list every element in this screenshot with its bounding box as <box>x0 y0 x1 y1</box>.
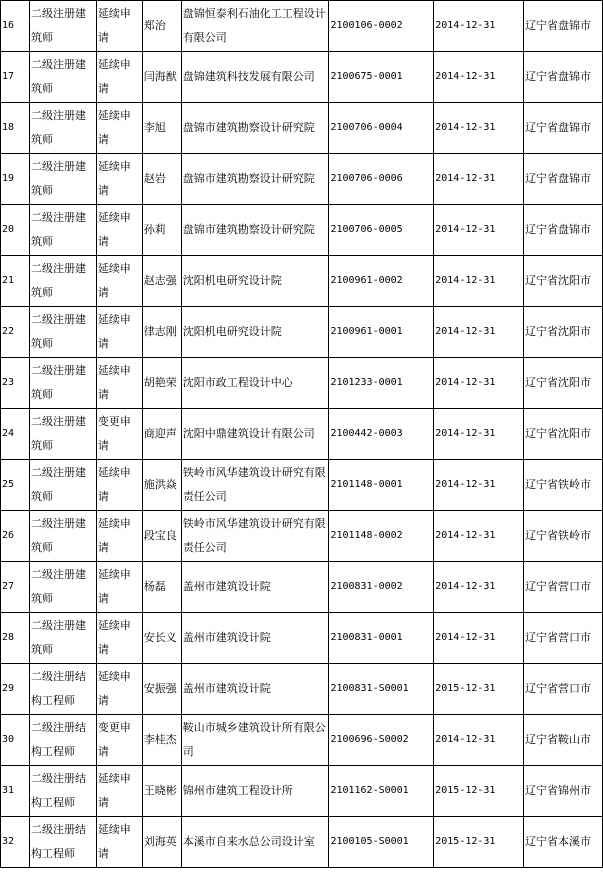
certificate-number-cell: 2100706-0004 <box>329 103 434 154</box>
registration-type-cell: 二级注册建筑师 <box>29 103 96 154</box>
expiry-date-cell: 2014-12-31 <box>434 205 524 256</box>
expiry-date-cell: 2014-12-31 <box>434 307 524 358</box>
table-row <box>1 460 603 511</box>
row-number-cell: 22 <box>1 307 30 358</box>
table-row <box>1 511 603 562</box>
expiry-date-cell: 2014-12-31 <box>434 256 524 307</box>
region-cell: 辽宁省铁岭市 <box>524 511 603 562</box>
region-cell: 辽宁省本溪市 <box>524 817 603 868</box>
application-type-cell: 延续申请 <box>96 511 142 562</box>
company-name-cell: 鞍山市城乡建筑设计所有限公司 <box>181 715 329 766</box>
expiry-date-cell: 2014-12-31 <box>434 562 524 613</box>
certificate-number-cell: 2100706-0005 <box>329 205 434 256</box>
person-name-cell: 李旭 <box>142 103 181 154</box>
row-number-cell: 25 <box>1 460 30 511</box>
row-number-cell: 18 <box>1 103 30 154</box>
company-name-cell: 盘锦建筑科技发展有限公司 <box>181 52 329 103</box>
certificate-number-cell: 2100105-S0001 <box>329 817 434 868</box>
region-cell: 辽宁省盘锦市 <box>524 52 603 103</box>
person-name-cell: 商迎声 <box>142 409 181 460</box>
region-cell: 辽宁省营口市 <box>524 664 603 715</box>
certificate-number-cell: 2100831-0002 <box>329 562 434 613</box>
region-cell: 辽宁省沈阳市 <box>524 358 603 409</box>
table-row <box>1 766 603 817</box>
registration-type-cell: 二级注册建筑师 <box>29 154 96 205</box>
person-name-cell: 郑治 <box>142 1 181 52</box>
person-name-cell: 杨磊 <box>142 562 181 613</box>
row-number-cell: 21 <box>1 256 30 307</box>
expiry-date-cell: 2014-12-31 <box>434 358 524 409</box>
certificate-number-cell: 2101162-S0001 <box>329 766 434 817</box>
application-type-cell: 延续申请 <box>96 1 142 52</box>
table-row <box>1 52 603 103</box>
person-name-cell: 胡艳荣 <box>142 358 181 409</box>
registration-type-cell: 二级注册结构工程师 <box>29 766 96 817</box>
company-name-cell: 盘锦市建筑勘察设计研究院 <box>181 103 329 154</box>
person-name-cell: 刘海英 <box>142 817 181 868</box>
row-number-cell: 16 <box>1 1 30 52</box>
row-number-cell: 24 <box>1 409 30 460</box>
table-body <box>1 1 603 868</box>
certificate-number-cell: 2100706-0006 <box>329 154 434 205</box>
table-row <box>1 664 603 715</box>
person-name-cell: 闫海猷 <box>142 52 181 103</box>
application-type-cell: 延续申请 <box>96 817 142 868</box>
company-name-cell: 锦州市建筑工程设计所 <box>181 766 329 817</box>
table-row <box>1 205 603 256</box>
certificate-number-cell: 2100831-S0001 <box>329 664 434 715</box>
registration-type-cell: 二级注册结构工程师 <box>29 817 96 868</box>
expiry-date-cell: 2015-12-31 <box>434 817 524 868</box>
expiry-date-cell: 2015-12-31 <box>434 766 524 817</box>
company-name-cell: 盖州市建筑设计院 <box>181 562 329 613</box>
expiry-date-cell: 2014-12-31 <box>434 511 524 562</box>
person-name-cell: 王晓彬 <box>142 766 181 817</box>
expiry-date-cell: 2014-12-31 <box>434 52 524 103</box>
person-name-cell: 安长义 <box>142 613 181 664</box>
expiry-date-cell: 2014-12-31 <box>434 154 524 205</box>
company-name-cell: 盘锦恒泰利石油化工工程设计有限公司 <box>181 1 329 52</box>
table-row <box>1 103 603 154</box>
registration-type-cell: 二级注册建筑师 <box>29 52 96 103</box>
row-number-cell: 26 <box>1 511 30 562</box>
certificate-number-cell: 2100675-0001 <box>329 52 434 103</box>
certificate-number-cell: 2100961-0002 <box>329 256 434 307</box>
application-type-cell: 延续申请 <box>96 52 142 103</box>
certificate-number-cell: 2100961-0001 <box>329 307 434 358</box>
certificate-number-cell: 2100106-0002 <box>329 1 434 52</box>
person-name-cell: 施洪焱 <box>142 460 181 511</box>
application-type-cell: 延续申请 <box>96 562 142 613</box>
table-row <box>1 358 603 409</box>
expiry-date-cell: 2014-12-31 <box>434 460 524 511</box>
row-number-cell: 19 <box>1 154 30 205</box>
registration-type-cell: 二级注册建筑师 <box>29 358 96 409</box>
row-number-cell: 28 <box>1 613 30 664</box>
application-type-cell: 延续申请 <box>96 205 142 256</box>
table-row <box>1 1 603 52</box>
application-type-cell: 延续申请 <box>96 613 142 664</box>
certificate-number-cell: 2101233-0001 <box>329 358 434 409</box>
person-name-cell: 律志刚 <box>142 307 181 358</box>
application-type-cell: 延续申请 <box>96 460 142 511</box>
application-type-cell: 延续申请 <box>96 307 142 358</box>
table-row <box>1 562 603 613</box>
company-name-cell: 本溪市自来水总公司设计室 <box>181 817 329 868</box>
registration-type-cell: 二级注册建筑师 <box>29 307 96 358</box>
company-name-cell: 盘锦市建筑勘察设计研究院 <box>181 205 329 256</box>
row-number-cell: 27 <box>1 562 30 613</box>
expiry-date-cell: 2014-12-31 <box>434 409 524 460</box>
application-type-cell: 变更申请 <box>96 409 142 460</box>
table-row <box>1 256 603 307</box>
table-row <box>1 307 603 358</box>
row-number-cell: 23 <box>1 358 30 409</box>
registration-type-cell: 二级注册结构工程师 <box>29 715 96 766</box>
application-type-cell: 延续申请 <box>96 154 142 205</box>
row-number-cell: 20 <box>1 205 30 256</box>
expiry-date-cell: 2014-12-31 <box>434 715 524 766</box>
registration-type-cell: 二级注册建筑师 <box>29 256 96 307</box>
application-type-cell: 延续申请 <box>96 664 142 715</box>
registration-type-cell: 二级注册建筑师 <box>29 511 96 562</box>
row-number-cell: 31 <box>1 766 30 817</box>
person-name-cell: 赵岩 <box>142 154 181 205</box>
region-cell: 辽宁省盘锦市 <box>524 154 603 205</box>
registration-type-cell: 二级注册建筑师 <box>29 613 96 664</box>
company-name-cell: 铁岭市风华建筑设计研究有限责任公司 <box>181 511 329 562</box>
row-number-cell: 30 <box>1 715 30 766</box>
expiry-date-cell: 2015-12-31 <box>434 664 524 715</box>
table-row <box>1 817 603 868</box>
registration-type-cell: 二级注册建筑师 <box>29 205 96 256</box>
certificate-number-cell: 2100696-S0002 <box>329 715 434 766</box>
region-cell: 辽宁省营口市 <box>524 613 603 664</box>
company-name-cell: 铁岭市风华建筑设计研究有限责任公司 <box>181 460 329 511</box>
company-name-cell: 盘锦市建筑勘察设计研究院 <box>181 154 329 205</box>
person-name-cell: 赵志强 <box>142 256 181 307</box>
company-name-cell: 盖州市建筑设计院 <box>181 664 329 715</box>
table-row <box>1 613 603 664</box>
person-name-cell: 李桂杰 <box>142 715 181 766</box>
region-cell: 辽宁省鞍山市 <box>524 715 603 766</box>
certificate-number-cell: 2100831-0001 <box>329 613 434 664</box>
table-row <box>1 409 603 460</box>
person-name-cell: 孙莉 <box>142 205 181 256</box>
application-type-cell: 延续申请 <box>96 256 142 307</box>
row-number-cell: 17 <box>1 52 30 103</box>
region-cell: 辽宁省沈阳市 <box>524 256 603 307</box>
region-cell: 辽宁省沈阳市 <box>524 307 603 358</box>
region-cell: 辽宁省盘锦市 <box>524 205 603 256</box>
application-type-cell: 变更申请 <box>96 715 142 766</box>
certificate-number-cell: 2101148-0001 <box>329 460 434 511</box>
person-name-cell: 安振强 <box>142 664 181 715</box>
table-row <box>1 154 603 205</box>
application-type-cell: 延续申请 <box>96 766 142 817</box>
company-name-cell: 沈阳机电研究设计院 <box>181 256 329 307</box>
registration-type-cell: 二级注册建筑师 <box>29 1 96 52</box>
expiry-date-cell: 2014-12-31 <box>434 613 524 664</box>
region-cell: 辽宁省盘锦市 <box>524 1 603 52</box>
region-cell: 辽宁省铁岭市 <box>524 460 603 511</box>
person-name-cell: 段宝良 <box>142 511 181 562</box>
certificate-number-cell: 2101148-0002 <box>329 511 434 562</box>
registration-type-cell: 二级注册建筑师 <box>29 460 96 511</box>
region-cell: 辽宁省营口市 <box>524 562 603 613</box>
expiry-date-cell: 2014-12-31 <box>434 103 524 154</box>
registration-type-cell: 二级注册结构工程师 <box>29 664 96 715</box>
region-cell: 辽宁省锦州市 <box>524 766 603 817</box>
region-cell: 辽宁省盘锦市 <box>524 103 603 154</box>
company-name-cell: 盖州市建筑设计院 <box>181 613 329 664</box>
table-row <box>1 715 603 766</box>
company-name-cell: 沈阳市政工程设计中心 <box>181 358 329 409</box>
region-cell: 辽宁省沈阳市 <box>524 409 603 460</box>
application-type-cell: 延续申请 <box>96 103 142 154</box>
row-number-cell: 32 <box>1 817 30 868</box>
registration-type-cell: 二级注册建筑师 <box>29 562 96 613</box>
company-name-cell: 沈阳中鼎建筑设计有限公司 <box>181 409 329 460</box>
company-name-cell: 沈阳机电研究设计院 <box>181 307 329 358</box>
expiry-date-cell: 2014-12-31 <box>434 1 524 52</box>
application-type-cell: 延续申请 <box>96 358 142 409</box>
row-number-cell: 29 <box>1 664 30 715</box>
certificate-number-cell: 2100442-0003 <box>329 409 434 460</box>
registration-type-cell: 二级注册建筑师 <box>29 409 96 460</box>
